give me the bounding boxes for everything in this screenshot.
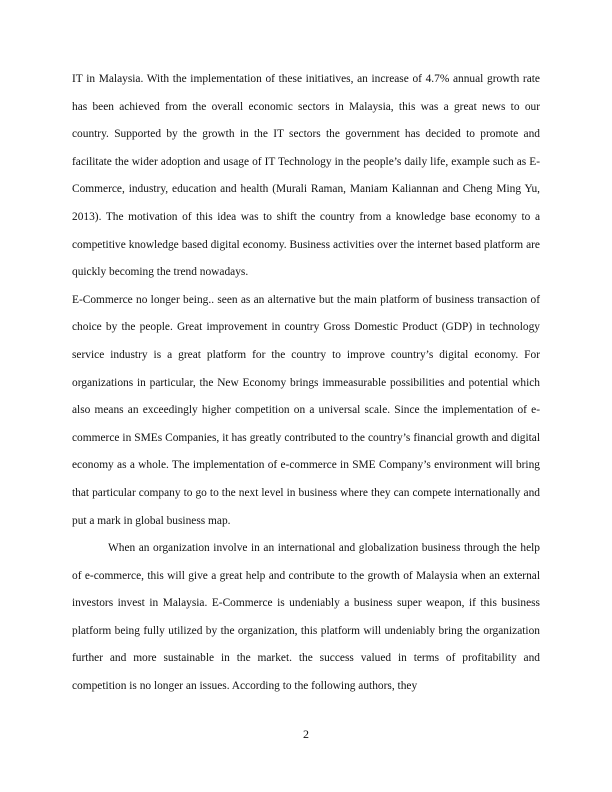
page-number: 2 — [303, 727, 309, 741]
paragraph-globalization: When an organization involve in an international and globalization business through the help of e-commerce, this will give a great help and contribute to the growth of Malaysia when an external investors invest in Malaysia. E-Commerce is undeniably a business super weapon, if this business platform being fully utilized by the organization, this platform will undeniably bring the organization further and more sustainable in the market. the success valued in terms of profitability and competition is no longer an issues. According to the following authors, they — [72, 542, 540, 693]
paragraph-e-commerce: E-Commerce no longer being.. seen as an alternative but the main platform of business transaction of choice by the people. Great improvement in country Gross Domestic Product (GDP) in technology service industry is a great platform for the country to improve country’s digital economy. For organizations in particular, the New Economy brings immeasurable possibilities and potential which also means an exceedingly higher competition on a universal scale. Since the implementation of e-commerce in SMEs Companies, it has greatly contributed to the country’s financial growth and digital economy as a whole. The implementation of e-commerce in SME Company’s environment will bring that particular company to go to the next level in business where they can compete internationally and put a mark in global business map. — [72, 293, 540, 527]
document-body — [72, 66, 540, 701]
paragraph-it-in-malaysia: IT in Malaysia. With the implementation of these initiatives, an increase of 4.7% annual growth rate has been achieved from the overall economic sectors in Malaysia, this was a great news to our country. Supported by the growth in the IT sectors the government has decided to promote and facilitate the wider adoption and usage of IT Technology in the people’s daily life, example such as E-Commerce, industry, education and health (Murali Raman, Maniam Kaliannan and Cheng Ming Yu, 2013). The motivation of this idea was to shift the country from a knowledge base economy to a competitive knowledge based digital economy. Business activities over the internet based platform are quickly becoming the trend nowadays. — [72, 73, 540, 279]
